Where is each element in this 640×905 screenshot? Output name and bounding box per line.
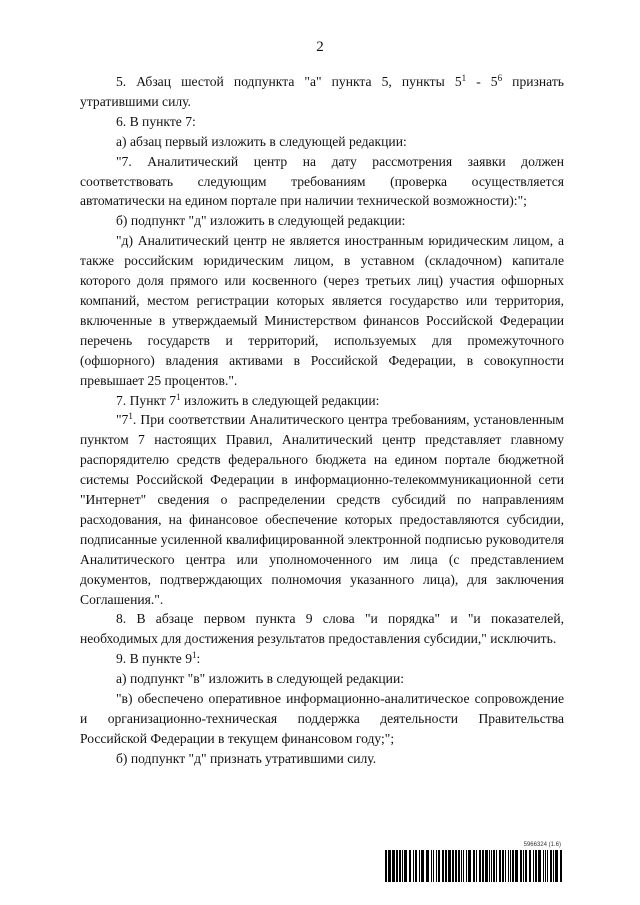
paragraph-text: б) подпункт "д" изложить в следующей редакции: xyxy=(116,213,406,229)
paragraph-p9b xyxy=(80,749,564,769)
superscript: 1 xyxy=(176,391,181,402)
paragraph-p7 xyxy=(80,391,564,411)
paragraph-p6b-text xyxy=(80,231,564,390)
paragraph-text: : xyxy=(196,651,201,667)
paragraph-p9a-text xyxy=(80,689,564,749)
paragraph-p6b xyxy=(80,211,564,231)
paragraph-text: изложить в следующей редакции: xyxy=(180,392,380,408)
paragraph-text: а) подпункт "в" изложить в следующей редакции: xyxy=(116,671,405,687)
paragraph-p6 xyxy=(80,112,564,132)
paragraph-p9 xyxy=(80,649,564,669)
document-body xyxy=(80,72,564,769)
superscript: 6 xyxy=(497,73,503,83)
paragraph-text: признать утратившими силу. xyxy=(80,74,564,109)
paragraph-text: "д) Аналитический центр не является иностранным юридическим лицом, а также российским юридическим лицом, в уставном (складочном) капитале которого доля прямого или косвенного (через третьих лиц) участия офшорных компаний, местом регистрации которых является государство или территория, включенные в утверждаемый Министерством финансов Российской Федерации перечень государств и территорий, используемых для промежуточного (офшорного) владения активами в Российской Федерации, в совокупности превышает 25 процентов.". xyxy=(80,233,564,388)
paragraph-text: "в) обеспечено оперативное информационно-аналитическое сопровождение и организационно-техническая поддержка деятельности Правительства Российской Федерации в текущем финансовом году;"; xyxy=(80,691,564,746)
paragraph-text: 9. В пункте 9 xyxy=(116,651,193,667)
page-number: 2 xyxy=(316,39,324,55)
paragraph-p9a xyxy=(80,669,564,689)
paragraph-text: б) подпункт "д" признать утратившими силу. xyxy=(116,750,377,766)
paragraph-text: 8. В абзаце первом пункта 9 слова "и порядка" и "и показателей, необходимых для достижения результатов предоставления субсидии," исключить. xyxy=(80,611,564,647)
paragraph-text: а) абзац первый изложить в следующей редакции: xyxy=(116,133,407,149)
paragraph-text: . При соответствии Аналитического центра требованиям, установленным пунктом 7 настоящих Правил, Аналитический центр представляет главному распорядителю средств федерального бюджета на едином портале бюджетной системы Российской Федерации в информационно-телекоммуникационной сети "Интернет" сведения о распределении средств субсидий по направлениям расходования, на финансовое обеспечение которых предоставляются субсидии, подписанные усиленной квалифицированной электронной подписью руководителя Аналитического центра или уполномоченного им лица (с представлением документов, подтверждающих полномочия указанного лица), для заключения Соглашения.". xyxy=(80,412,564,607)
superscript: 1 xyxy=(192,650,197,661)
paragraph-text: 5. Абзац шестой подпункта "а" пункта 5, пункты 5 xyxy=(116,74,462,89)
paragraph-text: "7. Аналитический центр на дату рассмотрения заявки должен соответствовать следующим требованиям (проверка осуществляется автоматически на едином портале при наличии технической возможности):"; xyxy=(80,153,564,209)
paragraph-p8 xyxy=(80,609,564,649)
paragraph-text: - 5 xyxy=(466,74,498,89)
paragraph-text: 7. Пункт 7 xyxy=(116,392,177,408)
paragraph-p6a xyxy=(80,132,564,152)
paragraph-text: "7 xyxy=(116,412,129,428)
superscript: 1 xyxy=(128,411,133,422)
document-code: 5966324 (1.6) xyxy=(523,842,561,848)
paragraph-p7-text xyxy=(80,410,564,609)
superscript: 1 xyxy=(461,73,467,83)
paragraph-text: 6. В пункте 7: xyxy=(116,113,196,129)
barcode-icon xyxy=(385,850,564,882)
paragraph-p6a-text xyxy=(80,152,564,212)
paragraph-p5 xyxy=(80,72,564,112)
